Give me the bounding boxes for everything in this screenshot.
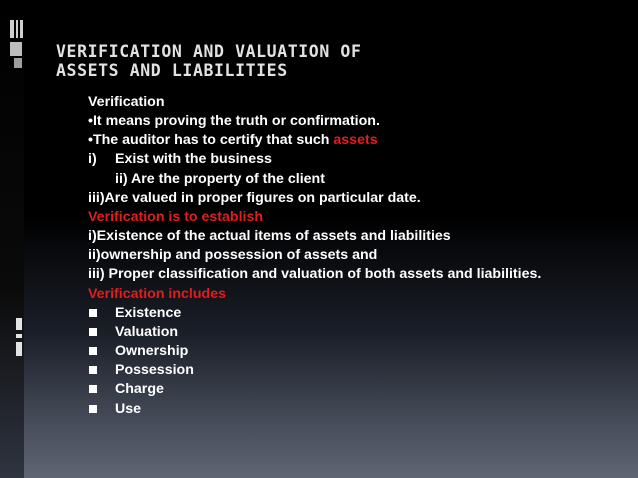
item-ii-line: ii) Are the property of the client: [115, 170, 325, 187]
establish-item-1: i)Existence of the actual items of assets and liabilities: [88, 228, 451, 245]
list-item: [88, 380, 628, 399]
establish-item-2: ii)ownership and possession of assets and: [88, 247, 378, 264]
decorative-bar: [16, 334, 22, 338]
establish-heading: Verification is to establish: [88, 208, 264, 225]
list-item-label: Possession: [115, 362, 194, 379]
list-item-label: Existence: [115, 304, 182, 321]
verification-heading: Verification: [88, 94, 165, 110]
square-bullet-icon: [89, 405, 97, 413]
item-i-line: [88, 150, 628, 169]
list-item-label: Valuation: [115, 323, 179, 340]
decorative-bar: [16, 342, 22, 356]
left-decorative-strip: [0, 0, 24, 478]
square-bullet-icon: [89, 347, 97, 355]
slide-title-line-2: ASSETS AND LIABILITIES: [56, 61, 288, 80]
list-item: [88, 342, 628, 361]
auditor-line-highlight: assets: [333, 132, 378, 149]
item-i-label: i): [88, 151, 97, 168]
list-item-label: Use: [115, 400, 142, 417]
item-i-text: Exist with the business: [115, 151, 272, 168]
list-item: [88, 361, 628, 380]
decorative-bar: [20, 20, 23, 38]
square-bullet-icon: [89, 309, 97, 317]
square-bullet-icon: [89, 385, 97, 393]
slide-title-line-1: VERIFICATION AND VALUATION OF: [56, 42, 362, 61]
slide-body: [88, 93, 628, 419]
list-item: [88, 304, 628, 323]
list-item: [88, 323, 628, 342]
decorative-bar: [10, 42, 22, 56]
list-item-label: Charge: [115, 381, 164, 398]
decorative-bar: [16, 20, 18, 38]
square-bullet-icon: [89, 328, 97, 336]
auditor-line-text: •The auditor has to certify that such: [88, 132, 334, 149]
auditor-line: [88, 131, 628, 150]
item-iii-line: iii)Are valued in proper figures on particular date.: [88, 189, 421, 206]
list-item-label: Ownership: [115, 343, 189, 360]
meaning-line: •It means proving the truth or confirmation.: [88, 113, 380, 130]
decorative-bar: [16, 318, 22, 330]
establish-item-3: iii) Proper classification and valuation of both assets and liabilities.: [88, 266, 542, 283]
square-bullet-icon: [89, 366, 97, 374]
list-item: [88, 400, 628, 419]
decorative-bar: [10, 20, 14, 38]
includes-heading: Verification includes: [88, 285, 226, 302]
slide-title: [56, 42, 361, 80]
decorative-bar: [14, 58, 22, 68]
